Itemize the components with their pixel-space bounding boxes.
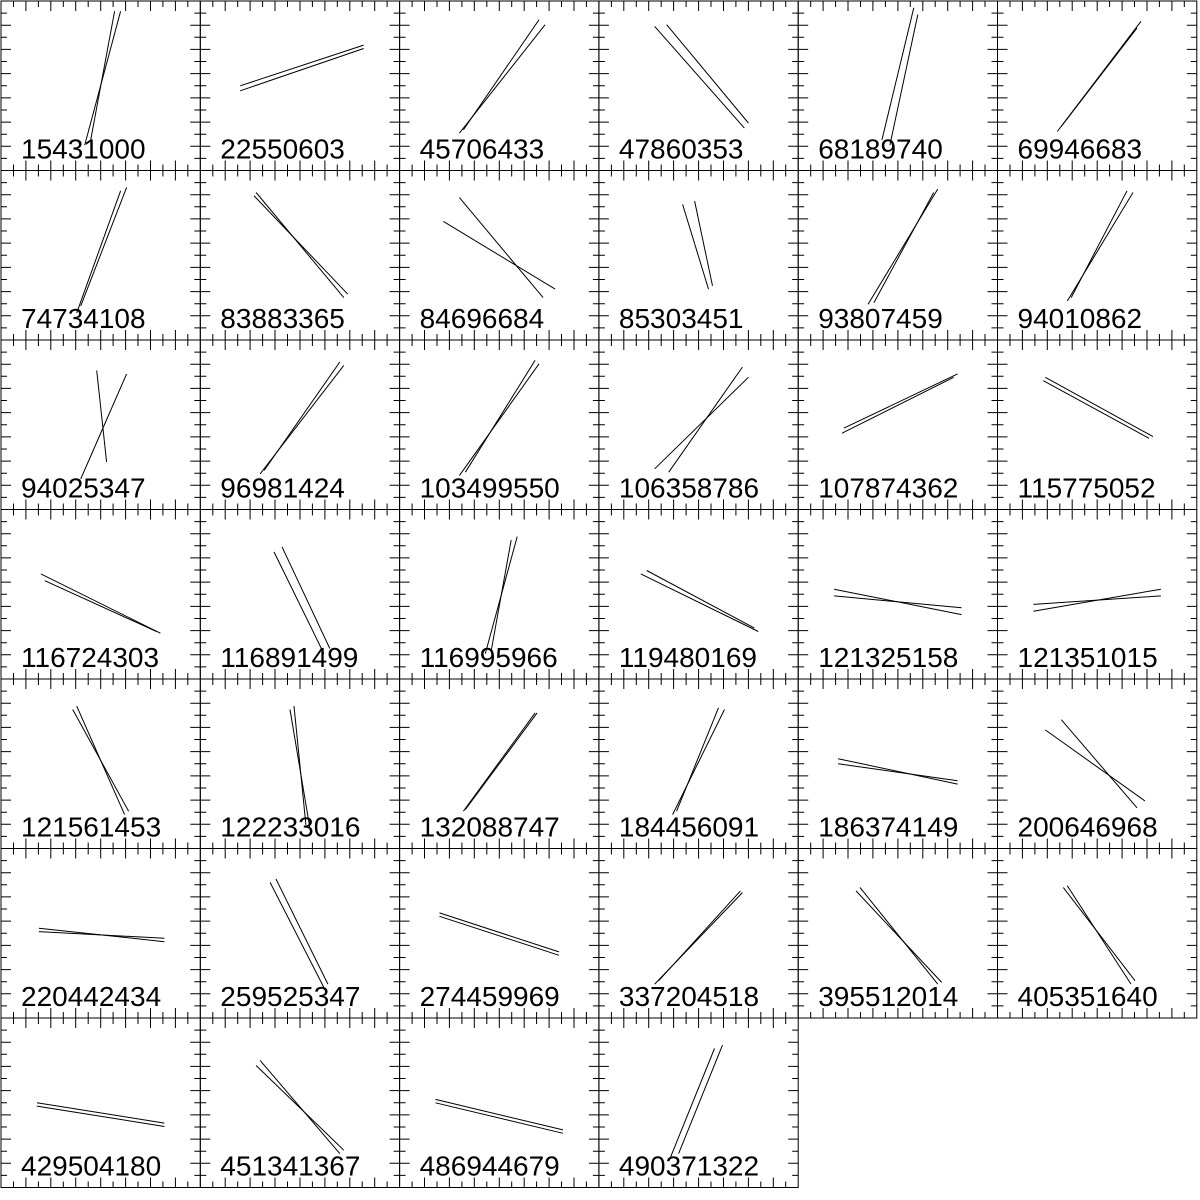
cell-label: 405351640 [1017, 981, 1158, 1012]
cell-84696684 [400, 171, 599, 341]
cell-121351015 [998, 510, 1197, 680]
segment-a [673, 710, 725, 815]
segment-a [240, 45, 364, 86]
cell-119480169 [599, 510, 798, 680]
segment-b [667, 25, 749, 123]
cell-486944679 [400, 1018, 599, 1188]
segment-a [1067, 193, 1133, 302]
cell-label: 93807459 [818, 303, 943, 334]
cell-116995966 [400, 510, 599, 680]
cell-label: 22550603 [220, 133, 345, 165]
segment-a [1045, 730, 1145, 801]
cell-69946683 [998, 1, 1197, 171]
cell-label: 85303451 [618, 303, 744, 334]
segment-b [39, 932, 164, 939]
cell-label: 121325158 [818, 642, 959, 673]
segment-b [842, 377, 954, 433]
cell-121325158 [798, 510, 997, 680]
segment-b [1061, 28, 1137, 126]
cell-200646968 [998, 679, 1197, 849]
cell-label: 68189740 [818, 133, 943, 165]
segment-b [254, 196, 348, 294]
segment-a [463, 713, 535, 811]
segment-a [641, 574, 759, 632]
segment-b [436, 1103, 564, 1134]
cell-label: 84696684 [419, 303, 545, 334]
segment-a [868, 189, 938, 304]
segment-b [440, 916, 560, 955]
cell-label: 116724303 [21, 642, 160, 673]
segment-a [274, 552, 324, 654]
segment-b [45, 581, 157, 632]
segment-a [655, 377, 749, 469]
segment-b [77, 706, 125, 815]
segment-a [655, 26, 745, 128]
cell-label: 74734108 [21, 303, 146, 334]
segment-a [844, 374, 958, 428]
segment-a [81, 374, 127, 479]
cell-45706433 [400, 1, 599, 171]
cell-label: 184456091 [618, 811, 760, 843]
segment-b [659, 891, 741, 981]
segment-b [282, 547, 330, 649]
cell-94025347 [1, 340, 200, 510]
cell-label: 122233016 [220, 811, 361, 843]
cell-label: 121351015 [1017, 642, 1158, 673]
cell-label: 337204518 [618, 981, 760, 1012]
cell-label: 395512014 [818, 981, 959, 1012]
cell-121561453 [1, 679, 200, 849]
cell-label: 106358786 [618, 472, 760, 504]
cell-label: 83883365 [220, 303, 345, 334]
cell-label: 116995966 [419, 642, 558, 673]
cell-label: 107874362 [818, 472, 959, 504]
segment-a [1045, 377, 1153, 436]
segment-b [491, 540, 511, 650]
cell-label: 45706433 [419, 133, 545, 165]
segment-b [91, 11, 115, 140]
segment-b [874, 193, 934, 303]
segment-b [37, 1106, 164, 1126]
segment-b [77, 191, 121, 313]
cell-label: 274459969 [419, 981, 560, 1012]
cell-22550603 [200, 1, 399, 171]
segment-b [1061, 720, 1137, 808]
cell-96981424 [200, 340, 399, 510]
segment-a [882, 8, 914, 140]
cell-label: 429504180 [21, 1150, 162, 1182]
segment-a [671, 1049, 715, 1158]
cell-116724303 [1, 510, 200, 680]
segment-b [1071, 191, 1127, 298]
segment-a [443, 221, 555, 289]
segment-b [1033, 589, 1161, 611]
segment-b [463, 20, 539, 130]
cell-label: 47860353 [618, 133, 744, 165]
segment-b [679, 1045, 723, 1154]
cell-label: 115775052 [1017, 472, 1156, 504]
cell-label: 69946683 [1017, 133, 1143, 165]
segment-a [838, 759, 957, 784]
cell-label: 200646968 [1017, 811, 1158, 843]
segment-b [834, 596, 961, 608]
cell-106358786 [599, 340, 798, 510]
cell-15431000 [1, 1, 200, 171]
cell-85303451 [599, 171, 798, 341]
cell-label: 94025347 [21, 472, 146, 504]
cell-94010862 [998, 171, 1197, 341]
segment-b [1043, 381, 1149, 439]
segment-a [81, 187, 127, 306]
segment-b [647, 571, 755, 629]
cell-115775052 [998, 340, 1197, 510]
segment-b [860, 888, 938, 985]
cell-label: 486944679 [419, 1150, 560, 1182]
segment-a [37, 1103, 164, 1123]
segment-a [270, 882, 324, 987]
cell-label: 220442434 [21, 981, 162, 1012]
segment-b [264, 362, 340, 471]
cell-490371322 [599, 1018, 798, 1188]
segment-b [294, 706, 306, 825]
cell-label: 132088747 [419, 811, 560, 843]
segment-b [465, 713, 537, 810]
cell-429504180 [1, 1018, 200, 1188]
segment-b [97, 371, 107, 463]
cell-220442434 [1, 849, 200, 1019]
cell-132088747 [400, 679, 599, 849]
segment-a [856, 891, 942, 983]
segment-b [240, 49, 364, 91]
cell-337204518 [599, 849, 798, 1019]
cell-label: 94010862 [1017, 303, 1143, 334]
cell-label: 96981424 [220, 472, 345, 504]
cell-259525347 [200, 849, 399, 1019]
cell-label: 15431000 [21, 133, 146, 165]
segment-b [260, 1060, 340, 1153]
cell-405351640 [998, 849, 1197, 1019]
cell-93807459 [798, 171, 997, 341]
cell-label: 259525347 [220, 981, 361, 1012]
segment-a [256, 193, 344, 298]
segment-b [669, 367, 743, 472]
cell-74734108 [1, 171, 200, 341]
cell-107874362 [798, 340, 997, 510]
segment-a [436, 1099, 564, 1130]
cell-395512014 [798, 849, 997, 1019]
segment-b [276, 879, 328, 984]
cell-184456091 [599, 679, 798, 849]
segment-a [440, 913, 560, 952]
cell-83883365 [200, 171, 399, 341]
cell-label: 451341367 [220, 1150, 361, 1182]
segment-b [890, 15, 918, 146]
cell-274459969 [400, 849, 599, 1019]
segment-a [41, 574, 160, 633]
cell-47860353 [599, 1, 798, 171]
segment-b [465, 360, 535, 472]
segment-b [838, 764, 957, 781]
cell-label: 490371322 [618, 1150, 760, 1182]
cell-122233016 [200, 679, 399, 849]
segment-a [459, 364, 539, 476]
cell-label: 119480169 [618, 642, 757, 673]
segment-b [677, 708, 719, 811]
segment-b [1067, 886, 1131, 984]
cell-186374149 [798, 679, 997, 849]
cell-label: 121561453 [21, 811, 162, 843]
cell-116891499 [200, 510, 399, 680]
cell-label: 103499550 [419, 472, 560, 504]
cell-68189740 [798, 1, 997, 171]
cell-label: 186374149 [818, 811, 959, 843]
cell-label: 116891499 [220, 642, 359, 673]
cell-103499550 [400, 340, 599, 510]
segment-a [256, 1066, 344, 1151]
segment-b [459, 198, 543, 298]
cell-451341367 [200, 1018, 399, 1188]
